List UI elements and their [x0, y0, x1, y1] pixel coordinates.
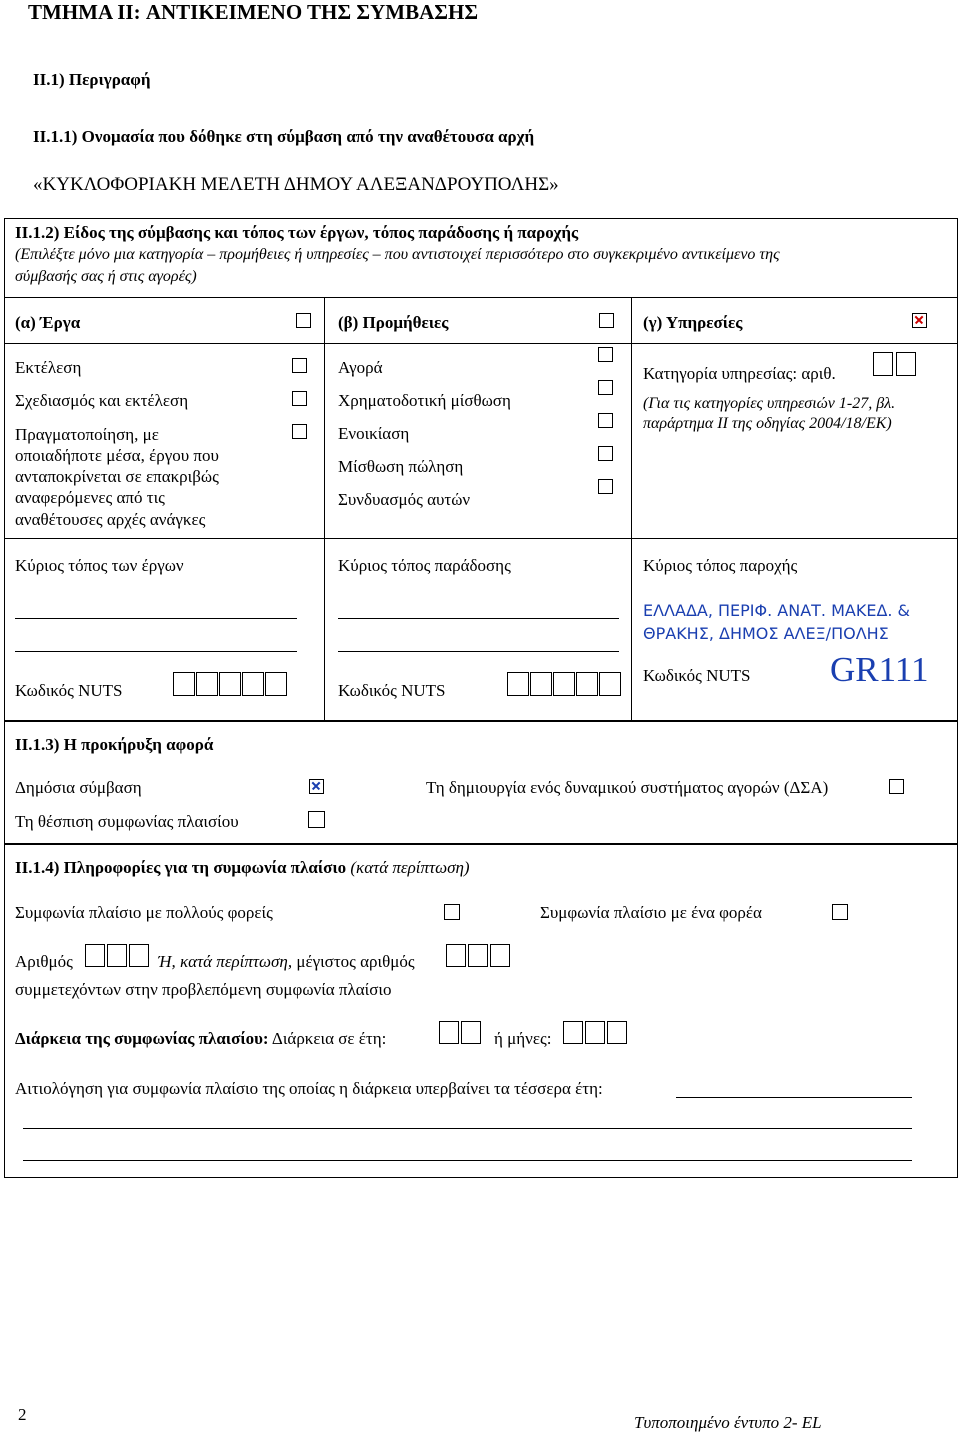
works-execution-checkbox[interactable]	[292, 358, 307, 373]
services-place-value-line1: ΕΛΛΑΔΑ, ΠΕΡΙΦ. ΑΝΑΤ. ΜΑΚΕΔ. &	[643, 601, 911, 620]
duration-years-box1[interactable]	[439, 1021, 459, 1044]
services-place-label: Κύριος τόπος παροχής	[643, 556, 798, 575]
supplies-lease-checkbox[interactable]	[598, 380, 613, 395]
supplies-place-line2[interactable]	[338, 651, 619, 652]
duration-years-box2[interactable]	[461, 1021, 481, 1044]
supplies-combination-checkbox[interactable]	[598, 479, 613, 494]
works-item-realisation-line3: ανταποκρίνεται σε επακριβώς	[15, 467, 219, 486]
works-design-checkbox[interactable]	[292, 391, 307, 406]
supplies-checkbox[interactable]	[599, 313, 614, 328]
service-category-note-line2: παράρτημα ΙΙ της οδηγίας 2004/18/ΕΚ)	[643, 415, 892, 432]
works-nuts-box2[interactable]	[196, 672, 218, 696]
public-contract-checkbox-checked[interactable]	[309, 779, 324, 794]
supplies-place-line1[interactable]	[338, 618, 619, 619]
justification-line2[interactable]	[23, 1160, 912, 1161]
framework-single-checkbox[interactable]	[832, 904, 848, 920]
framework-checkbox[interactable]	[308, 811, 325, 828]
supplies-nuts-box3[interactable]	[553, 672, 575, 696]
framework-single-label: Συμφωνία πλαίσιο με ένα φορέα	[540, 903, 762, 922]
dps-checkbox[interactable]	[889, 779, 904, 794]
max-number-box2[interactable]	[468, 944, 488, 967]
supplies-place-label: Κύριος τόπος παράδοσης	[338, 556, 511, 575]
works-item-realisation-line5: αναθέτουσες αρχές ανάγκες	[15, 510, 206, 529]
max-number-box1[interactable]	[446, 944, 466, 967]
public-contract-label: Δημόσια σύμβαση	[15, 778, 142, 797]
duration-title: Διάρκεια της συμφωνίας πλαισίου:	[15, 1029, 269, 1048]
works-realisation-checkbox[interactable]	[292, 424, 307, 439]
supplies-nuts-box2[interactable]	[530, 672, 552, 696]
participants-label: συμμετεχόντων στην προβλεπόμενη συμφωνία πλαίσιο	[15, 980, 392, 999]
duration-row	[15, 1029, 386, 1049]
heading-ii14	[15, 858, 470, 878]
page-number: 2	[18, 1405, 27, 1424]
ii12-note-line2: σύμβασής σας ή στις αγορές)	[15, 268, 197, 285]
header-services: (γ) Υπηρεσίες	[643, 313, 743, 332]
heading-ii11: II.1.1) Ονομασία που δόθηκε στη σύμβαση από την αναθέτουσα αρχή	[33, 127, 535, 146]
service-category-label: Κατηγορία υπηρεσίας: αριθ.	[643, 364, 836, 383]
works-checkbox[interactable]	[296, 313, 311, 328]
framework-multi-checkbox[interactable]	[444, 904, 460, 920]
works-item-realisation-line2: οποιαδήποτε μέσα, έργου που	[15, 446, 219, 465]
number-box2[interactable]	[107, 944, 127, 967]
or-label: Ή, κατά περίπτωση,	[158, 952, 293, 971]
service-category-note-line1: (Για τις κατηγορίες υπηρεσιών 1-27, βλ.	[643, 395, 896, 412]
framework-label: Τη θέσπιση συμφωνίας πλαισίου	[15, 812, 239, 831]
justification-label: Αιτιολόγηση για συμφωνία πλαίσιο της οποίας η διάρκεια υπερβαίνει τα τέσσερα έτη:	[15, 1079, 603, 1098]
services-place-value-line2: ΘΡΑΚΗΣ, ΔΗΜΟΣ ΑΛΕΞ/ΠΟΛΗΣ	[643, 624, 889, 643]
duration-months-box1[interactable]	[563, 1021, 583, 1044]
services-nuts-label: Κωδικός NUTS	[643, 666, 751, 685]
ii12-note-line1: (Επιλέξτε μόνο μια κατηγορία – προμήθειες ή υπηρεσίες – που αντιστοιχεί περισσότερο στο συγκεκριμένο αντικείμενο της	[15, 246, 780, 263]
max-number-text: μέγιστος αριθμός	[296, 952, 415, 971]
works-nuts-label: Κωδικός NUTS	[15, 681, 123, 700]
header-supplies: (β) Προμήθειες	[338, 313, 449, 332]
works-place-line1[interactable]	[15, 618, 297, 619]
works-item-realisation-line1: Πραγματοποίηση, με	[15, 425, 159, 444]
heading-ii13: II.1.3) Η προκήρυξη αφορά	[15, 735, 214, 754]
works-nuts-box5[interactable]	[265, 672, 287, 696]
supplies-nuts-box5[interactable]	[599, 672, 621, 696]
supplies-rental-checkbox[interactable]	[598, 413, 613, 428]
duration-years-label: Διάρκεια σε έτη:	[271, 1029, 387, 1048]
services-nuts-value: GR111	[830, 650, 929, 689]
number-box3[interactable]	[129, 944, 149, 967]
justification-line1[interactable]	[23, 1128, 912, 1129]
supplies-item-purchase: Αγορά	[338, 358, 383, 377]
duration-months-box2[interactable]	[585, 1021, 605, 1044]
header-works: (α) Έργα	[15, 313, 81, 332]
works-nuts-box3[interactable]	[219, 672, 241, 696]
works-item-execution: Εκτέλεση	[15, 358, 82, 377]
works-item-design-execution: Σχεδιασμός και εκτέλεση	[15, 391, 189, 410]
heading-ii12: II.1.2) Είδος της σύμβασης και τόπος των έργων, τόπος παράδοσης ή παροχής	[15, 223, 579, 242]
supplies-nuts-label: Κωδικός NUTS	[338, 681, 446, 700]
services-checkbox-checked[interactable]	[912, 313, 927, 328]
works-nuts-box1[interactable]	[173, 672, 195, 696]
works-nuts-box4[interactable]	[242, 672, 264, 696]
justification-line0[interactable]	[676, 1097, 912, 1098]
works-place-label: Κύριος τόπος των έργων	[15, 556, 184, 575]
heading-ii14-note: (κατά περίπτωση)	[350, 858, 470, 877]
supplies-purchase-checkbox[interactable]	[598, 347, 613, 362]
number-box1[interactable]	[85, 944, 105, 967]
duration-months-label: ή μήνες:	[494, 1029, 552, 1048]
framework-multi-label: Συμφωνία πλαίσιο με πολλούς φορείς	[15, 903, 273, 922]
contract-name: «ΚΥΚΛΟΦΟΡΙΑΚΗ ΜΕΛΕΤΗ ΔΗΜΟΥ ΑΛΕΞΑΝΔΡΟΥΠΟΛΗΣ»	[33, 174, 559, 195]
supplies-item-lease: Χρηματοδοτική μίσθωση	[338, 391, 511, 410]
section-title: ΤΜΗΜΑ II: ΑΝΤΙΚΕΙΜΕΝΟ ΤΗΣ ΣΥΜΒΑΣΗΣ	[28, 0, 479, 24]
heading-ii1: II.1) Περιγραφή	[33, 70, 151, 89]
works-item-realisation-line4: αναφερόμενες από τις	[15, 488, 165, 507]
supplies-nuts-box4[interactable]	[576, 672, 598, 696]
footer-form-name: Τυποποιημένο έντυπο 2- EL	[634, 1413, 822, 1432]
supplies-item-rental: Ενοικίαση	[338, 424, 410, 443]
max-number-box3[interactable]	[490, 944, 510, 967]
supplies-nuts-box1[interactable]	[507, 672, 529, 696]
supplies-item-hire-purchase: Μίσθωση πώληση	[338, 457, 464, 476]
works-place-line2[interactable]	[15, 651, 297, 652]
duration-months-box3[interactable]	[607, 1021, 627, 1044]
number-label: Αριθμός	[15, 952, 73, 971]
heading-ii14-title: II.1.4) Πληροφορίες για τη συμφωνία πλαίσιο	[15, 858, 347, 877]
dps-label: Τη δημιουργία ενός δυναμικού συστήματος αγορών (ΔΣΑ)	[426, 778, 829, 797]
service-category-digit2[interactable]	[896, 352, 916, 376]
service-category-digit1[interactable]	[873, 352, 893, 376]
max-number-label	[158, 952, 415, 972]
supplies-hire-purchase-checkbox[interactable]	[598, 446, 613, 461]
supplies-item-combination: Συνδυασμός αυτών	[338, 490, 471, 509]
